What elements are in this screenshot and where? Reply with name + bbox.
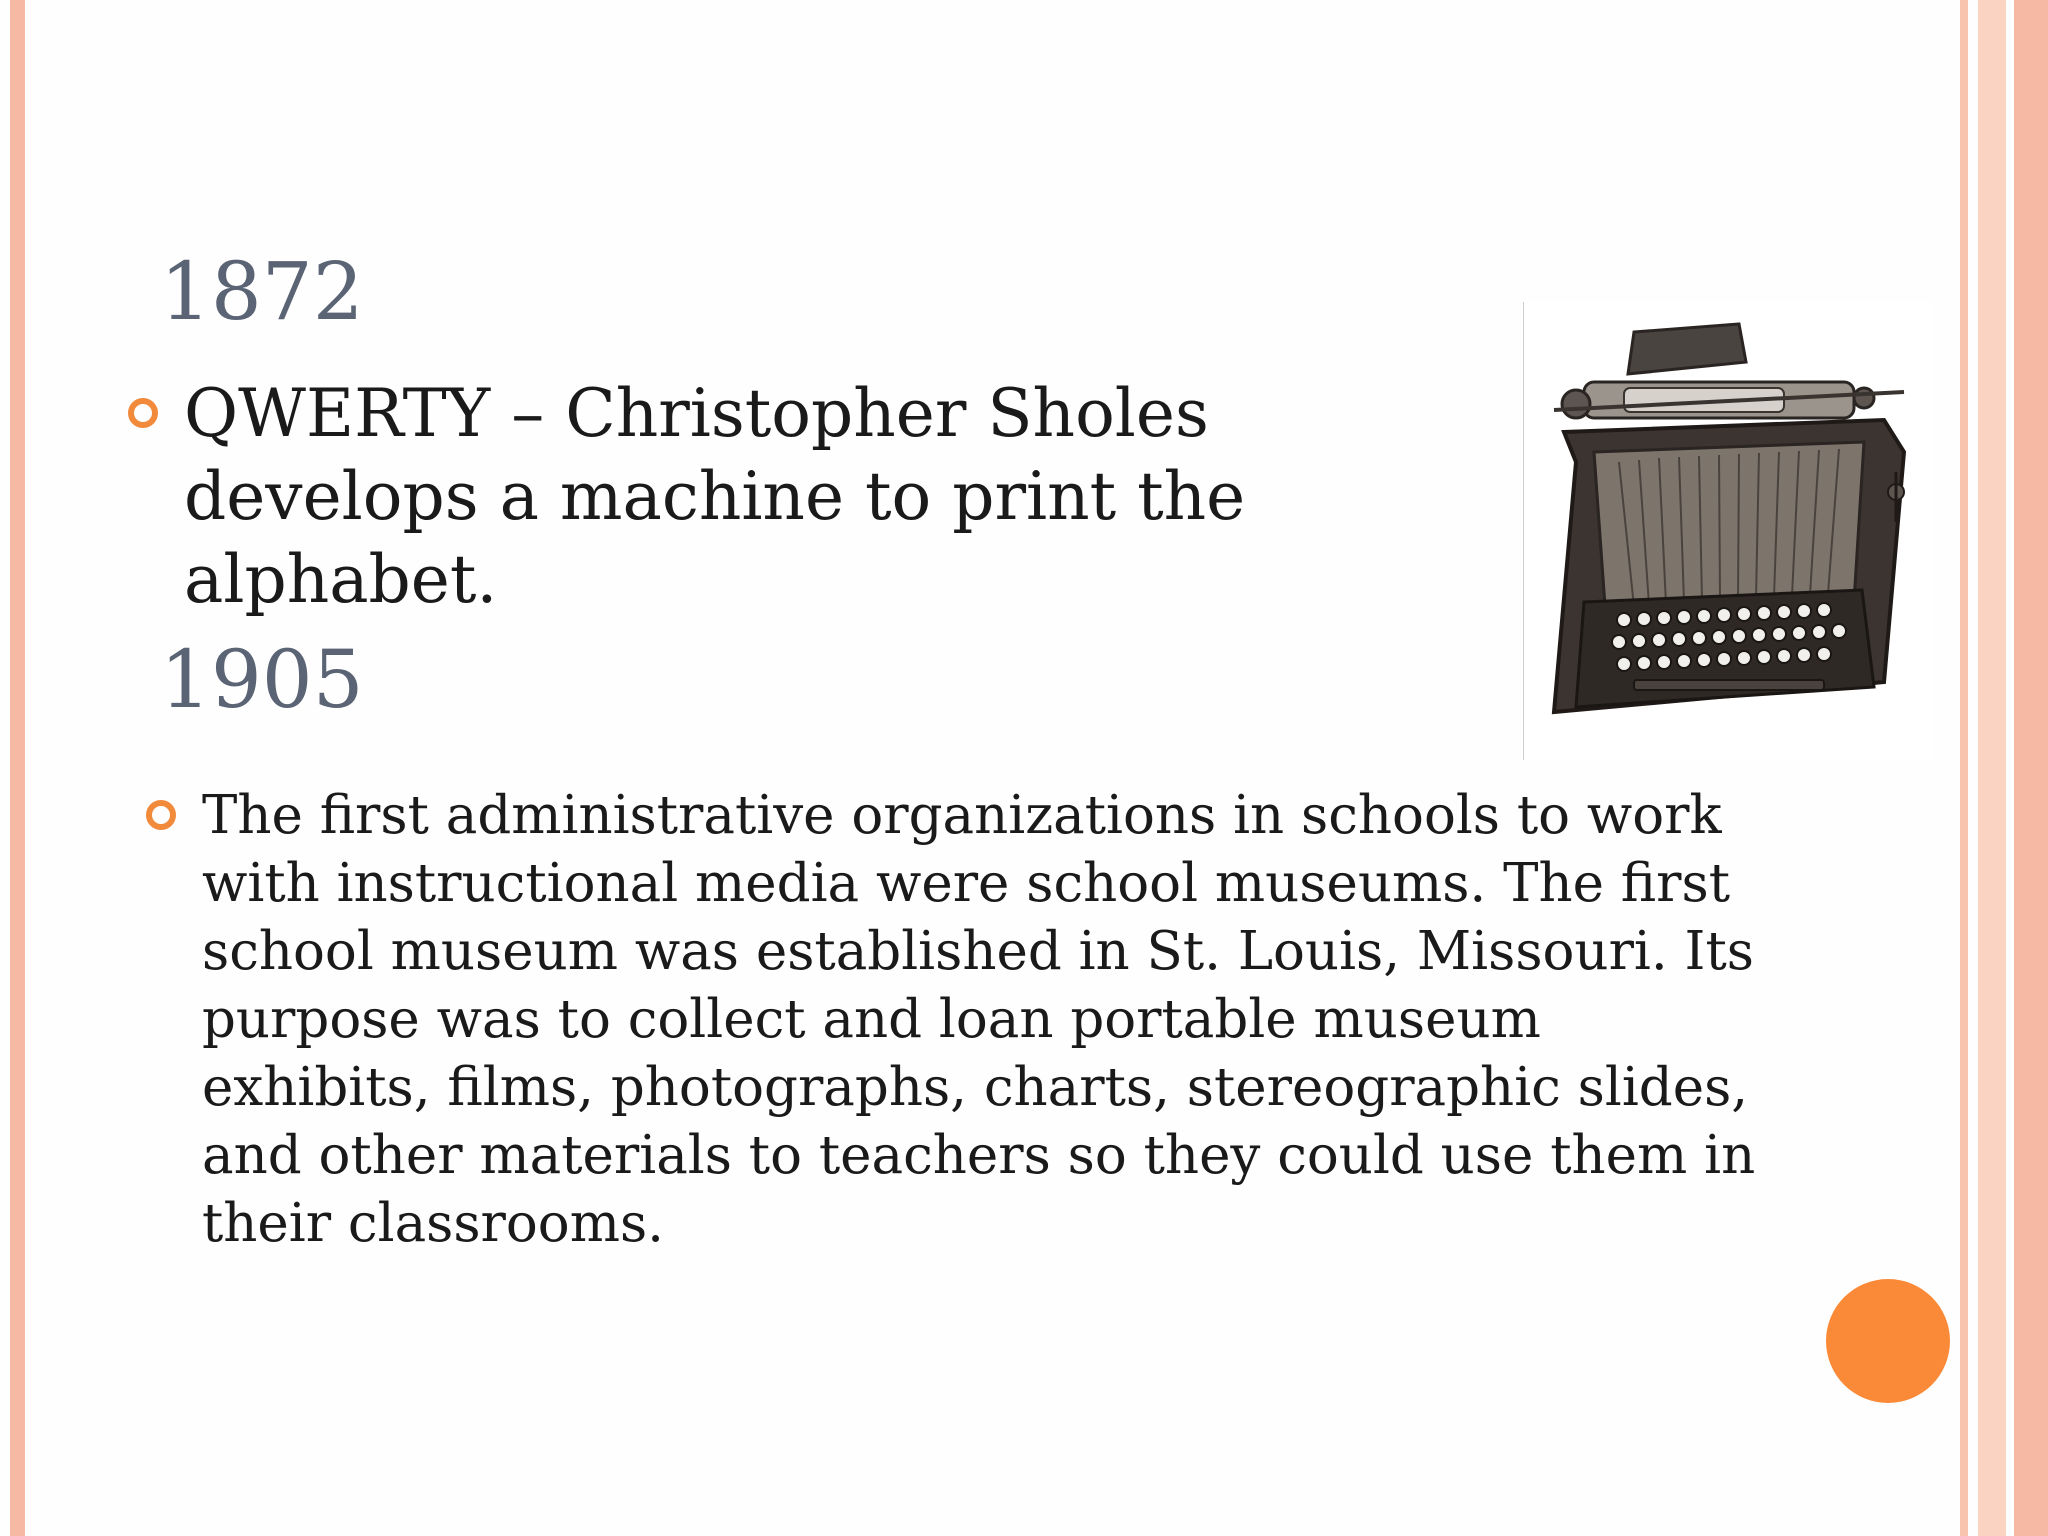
bullet-text-qwerty: QWERTY – Christopher Sholes develops a machine to print the alphabet.: [184, 375, 1246, 618]
bullet-ring-icon: [146, 800, 176, 830]
bullet-ring-icon: [128, 398, 158, 428]
year-heading-1905: 1905: [160, 633, 364, 726]
left-border: [10, 0, 25, 1536]
right-border-stripe-1: [1960, 0, 1968, 1536]
right-border-stripe-3: [2014, 0, 2048, 1536]
year-heading-1872: 1872: [160, 245, 364, 338]
decorative-orange-circle: [1826, 1279, 1950, 1403]
typewriter-image: [1523, 302, 1934, 760]
bullet-text-school-museums: The first administrative organizations in schools to work with instructional media were school museums. The first school museum was established in St. Louis, Missouri. Its purpose was to collect and loan portable museum exhibits, films, photographs, charts, stereographic slides, and other materials to teachers so they could use them in their classrooms.: [202, 785, 1756, 1254]
typewriter-illustration: [1524, 302, 1934, 760]
right-border-stripe-2: [1978, 0, 2006, 1536]
